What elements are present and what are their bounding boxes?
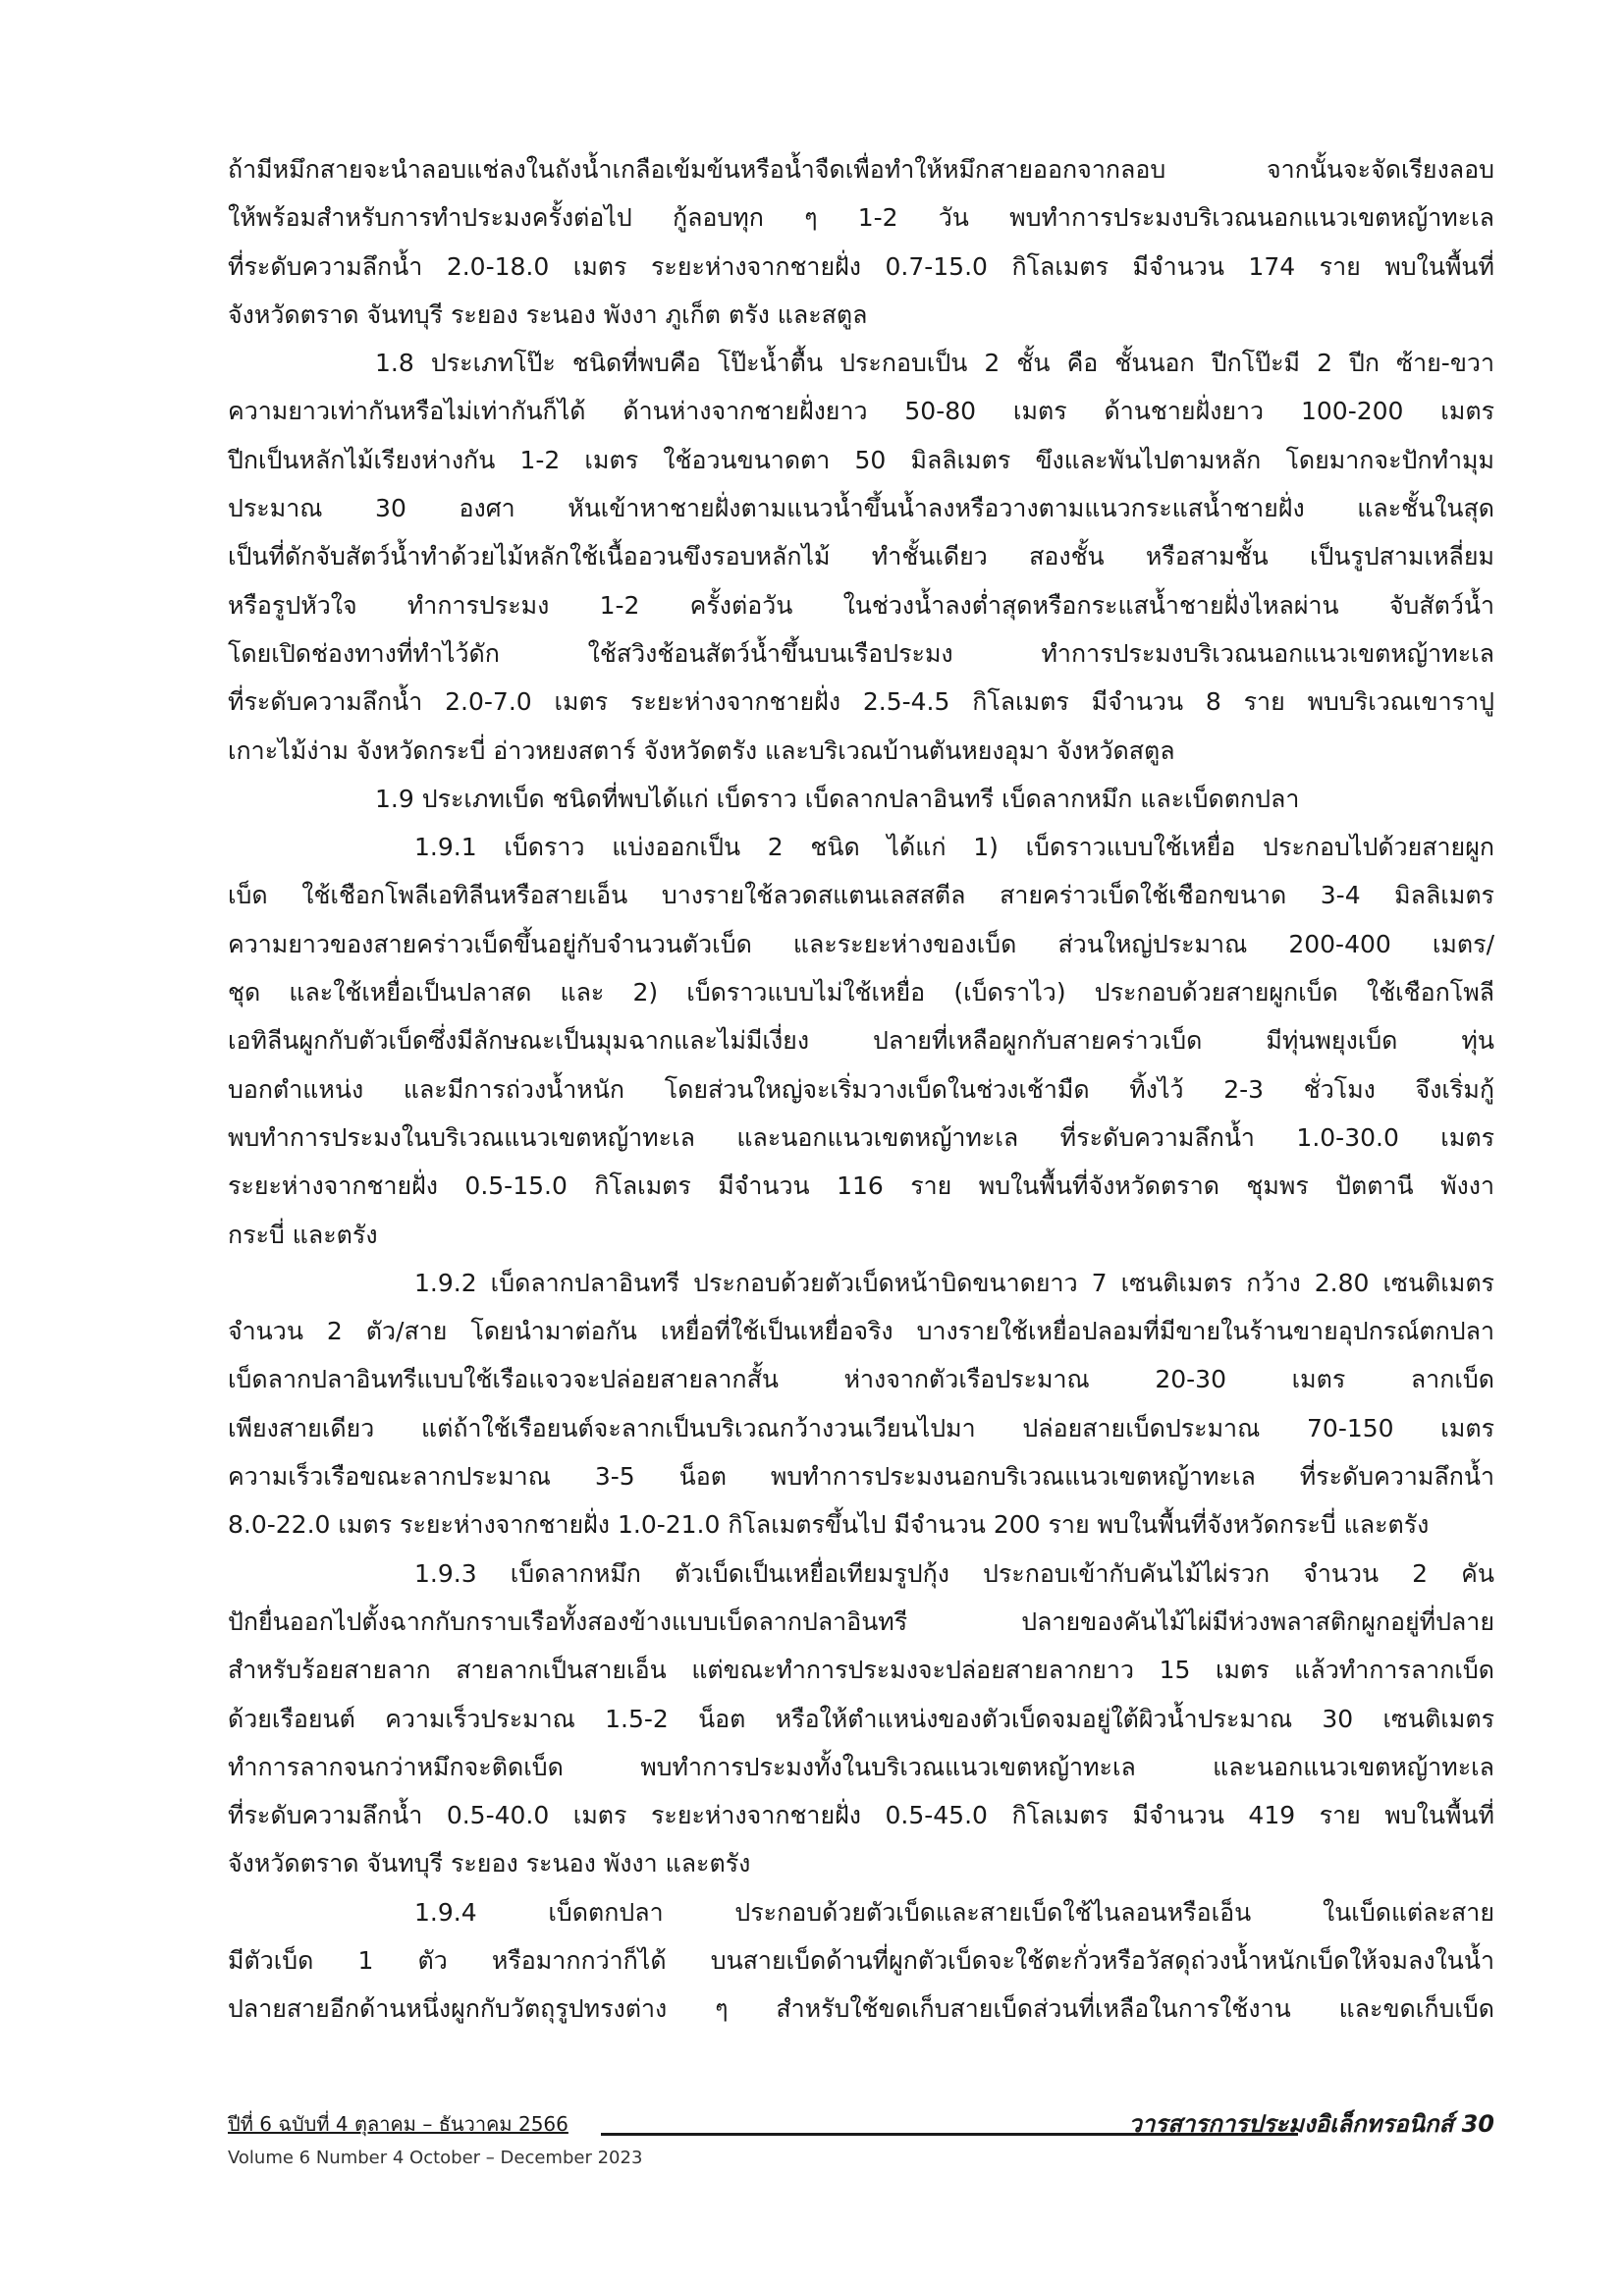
paragraph-line: ด้วยเรือยนต์ ความเร็วประมาณ 1.5-2 น็อต หรือให้ตำแหน่งของตัวเบ็ดจมอยู่ใต้ผิวน้ำประมาณ 30 เซนติเมตร: [228, 1704, 1494, 1733]
paragraph-line: ถ้ามีหมึกสายจะนำลอบแช่ลงในถังน้ำเกลือเข้มข้นหรือน้ำจืดเพื่อทำให้หมึกสายออกจากลอบ จากนั้นจะจัดเรียงลอบ: [228, 155, 1494, 184]
paragraph-line: ที่ระดับความลึกน้ำ 2.0-18.0 เมตร ระยะห่างจากชายฝั่ง 0.7-15.0 กิโลเมตร มีจำนวน 174 ราย พบในพื้นที่: [228, 251, 1494, 281]
paragraph-line: บอกตำแหน่ง และมีการถ่วงน้ำหนัก โดยส่วนใหญ่จะเริ่มวางเบ็ดในช่วงเช้ามืด ทิ้งไว้ 2-3 ชั่วโมง จึงเริ่มกู้: [228, 1074, 1494, 1104]
paragraph-line: 1.8 ประเภทโป๊ะ ชนิดที่พบคือ โป๊ะน้ำตื้น ประกอบเป็น 2 ชั้น คือ ชั้นนอก ปีกโป๊ะมี 2 ปีก ซ้าย-ขวา: [375, 349, 1494, 378]
footer-issue-english: Volume 6 Number 4 October – December 2023: [228, 2148, 643, 2168]
paragraph-line: มีตัวเบ็ด 1 ตัว หรือมากกว่าก็ได้ บนสายเบ็ดด้านที่ผูกตัวเบ็ดจะใช้ตะกั่วหรือวัสดุถ่วงน้ำหนักเบ็ดให้จมลงในน้ำ: [228, 1945, 1494, 1975]
paragraph-line: ความเร็วเรือขณะลากประมาณ 3-5 น็อต พบทำการประมงนอกบริเวณแนวเขตหญ้าทะเล ที่ระดับความลึกน้ำ: [228, 1462, 1494, 1492]
paragraph-line: เป็นที่ดักจับสัตว์น้ำทำด้วยไม้หลักใช้เนื้ออวนขึงรอบหลักไม้ ทำชั้นเดียว สองชั้น หรือสามชั้น เป็นรูปสามเหลี่ยม: [228, 542, 1494, 572]
paragraph-line: ทำการลากจนกว่าหมึกจะติดเบ็ด พบทำการประมงทั้งในบริเวณแนวเขตหญ้าทะเล และนอกแนวเขตหญ้าทะเล: [228, 1752, 1494, 1781]
paragraph-line: ความยาวเท่ากันหรือไม่เท่ากันก็ได้ ด้านห่างจากชายฝั่งยาว 50-80 เมตร ด้านชายฝั่งยาว 100-200 เมตร: [228, 397, 1494, 426]
paragraph-line: เกาะไม้ง่าม จังหวัดกระบี่ อ่าวหยงสตาร์ จังหวัดตรัง และบริเวณบ้านตันหยงอุมา จังหวัดสตูล: [228, 735, 1175, 765]
paragraph-line: 1.9.1 เบ็ดราว แบ่งออกเป็น 2 ชนิด ได้แก่ 1) เบ็ดราวแบบใช้เหยื่อ ประกอบไปด้วยสายผูก: [414, 833, 1494, 862]
paragraph-line: กระบี่ และตรัง: [228, 1220, 378, 1249]
paragraph-line: 1.9.3 เบ็ดลากหมึก ตัวเบ็ดเป็นเหยื่อเทียมรูปกุ้ง ประกอบเข้ากับคันไม้ไผ่รวก จำนวน 2 คัน: [414, 1558, 1494, 1588]
paragraph-line: ความยาวของสายคร่าวเบ็ดขึ้นอยู่กับจำนวนตัวเบ็ด และระยะห่างของเบ็ด ส่วนใหญ่ประมาณ 200-400 เมตร/: [228, 929, 1494, 958]
paragraph-line: 8.0-22.0 เมตร ระยะห่างจากชายฝั่ง 1.0-21.0 กิโลเมตรขึ้นไป มีจำนวน 200 ราย พบในพื้นที่จังหวัดกระบี่ และตรัง: [228, 1510, 1430, 1540]
paragraph-line: ที่ระดับความลึกน้ำ 2.0-7.0 เมตร ระยะห่างจากชายฝั่ง 2.5-4.5 กิโลเมตร มีจำนวน 8 ราย พบบริเวณเขาราปู: [228, 687, 1494, 717]
paragraph-line: ที่ระดับความลึกน้ำ 0.5-40.0 เมตร ระยะห่างจากชายฝั่ง 0.5-45.0 กิโลเมตร มีจำนวน 419 ราย พบในพื้นที่: [228, 1801, 1494, 1830]
document-body: [228, 145, 1494, 2034]
paragraph-line: ปักยื่นออกไปตั้งฉากกับกราบเรือทั้งสองข้างแบบเบ็ดลากปลาอินทรี ปลายของคันไม้ไผ่มีห่วงพลาสติกผูกอยู่ที่ปลาย: [228, 1606, 1494, 1636]
paragraph-line: จำนวน 2 ตัว/สาย โดยนำมาต่อกัน เหยื่อที่ใช้เป็นเหยื่อจริง บางรายใช้เหยื่อปลอมที่มีขายในร้านขายอุปกรณ์ตกปลา: [228, 1317, 1494, 1346]
paragraph-line: จังหวัดตราด จันทบุรี ระยอง ระนอง พังงา ภูเก็ต ตรัง และสตูล: [228, 299, 868, 329]
paragraph-line: เบ็ดลากปลาอินทรีแบบใช้เรือแจวจะปล่อยสายลากสั้น ห่างจากตัวเรือประมาณ 20-30 เมตร ลากเบ็ด: [228, 1365, 1494, 1394]
paragraph-line: โดยเปิดช่องทางที่ทำไว้ดัก ใช้สวิงช้อนสัตว์น้ำขึ้นบนเรือประมง ทำการประมงบริเวณนอกแนวเขตหญ้าทะเล: [228, 638, 1494, 668]
paragraph-line: เบ็ด ใช้เชือกโพลีเอทิลีนหรือสายเอ็น บางรายใช้ลวดสแตนเลสสตีล สายคร่าวเบ็ดใช้เชือกขนาด 3-4 มิลลิเมตร: [228, 881, 1494, 910]
paragraph-line: ปีกเป็นหลักไม้เรียงห่างกัน 1-2 เมตร ใช้อวนขนาดตา 50 มิลลิเมตร ขึงและพันไปตามหลัก โดยมากจะปักทำมุม: [228, 445, 1494, 474]
paragraph-line: 1.9.4 เบ็ดตกปลา ประกอบด้วยตัวเบ็ดและสายเบ็ดใช้ไนลอนหรือเอ็น ในเบ็ดแต่ละสาย: [414, 1897, 1494, 1927]
paragraph-line: 1.9.2 เบ็ดลากปลาอินทรี ประกอบด้วยตัวเบ็ดหน้าบิดขนาดยาว 7 เซนติเมตร กว้าง 2.80 เซนติเมตร: [414, 1268, 1494, 1297]
paragraph-line: 1.9 ประเภทเบ็ด ชนิดที่พบได้แก่ เบ็ดราว เบ็ดลากปลาอินทรี เบ็ดลากหมึก และเบ็ดตกปลา: [375, 784, 1300, 813]
paragraph-line: หรือรูปหัวใจ ทำการประมง 1-2 ครั้งต่อวัน ในช่วงน้ำลงต่ำสุดหรือกระแสน้ำชายฝั่งไหลผ่าน จับสัตว์น้ำ: [228, 590, 1494, 620]
paragraph-line: จังหวัดตราด จันทบุรี ระยอง ระนอง พังงา และตรัง: [228, 1849, 751, 1878]
paragraph-line: สำหรับร้อยสายลาก สายลากเป็นสายเอ็น แต่ขณะทำการประมงจะปล่อยสายลากยาว 15 เมตร แล้วทำการลากเบ็ด: [228, 1656, 1494, 1685]
footer-journal-page-number: วารสารการประมงอิเล็กทรอนิกส์ 30: [1128, 2110, 1494, 2138]
paragraph-line: ประมาณ 30 องศา หันเข้าหาชายฝั่งตามแนวน้ำขึ้นน้ำลงหรือวางตามแนวกระแสน้ำชายฝั่ง และชั้นในสุด: [228, 494, 1494, 523]
page-footer: [228, 2110, 1494, 2189]
paragraph-line: ให้พร้อมสำหรับการทำประมงครั้งต่อไป กู้ลอบทุก ๆ 1-2 วัน พบทำการประมงบริเวณนอกแนวเขตหญ้าทะเล: [228, 203, 1494, 233]
footer-issue-thai: ปีที่ 6 ฉบับที่ 4 ตุลาคม – ธันวาคม 2566: [228, 2112, 568, 2136]
paragraph-line: เอทิลีนผูกกับตัวเบ็ดซึ่งมีลักษณะเป็นมุมฉากและไม่มีเงี่ยง ปลายที่เหลือผูกกับสายคร่าวเบ็ด มีทุ่นพยุงเบ็ด ทุ่น: [228, 1026, 1494, 1056]
paragraph-line: ชุด และใช้เหยื่อเป็นปลาสด และ 2) เบ็ดราวแบบไม่ใช้เหยื่อ (เบ็ดราไว) ประกอบด้วยสายผูกเบ็ด ใช้เชือกโพลี: [228, 978, 1494, 1007]
paragraph-line: ระยะห่างจากชายฝั่ง 0.5-15.0 กิโลเมตร มีจำนวน 116 ราย พบในพื้นที่จังหวัดตราด ชุมพร ปัตตานี พังงา: [228, 1171, 1494, 1201]
paragraph-line: เพียงสายเดียว แต่ถ้าใช้เรือยนต์จะลากเป็นบริเวณกว้างวนเวียนไปมา ปล่อยสายเบ็ดประมาณ 70-150 เมตร: [228, 1413, 1494, 1442]
paragraph-line: ปลายสายอีกด้านหนึ่งผูกกับวัตถุรูปทรงต่าง ๆ สำหรับใช้ขดเก็บสายเบ็ดส่วนที่เหลือในการใช้งาน และขดเก็บเบ็ด: [228, 1994, 1494, 2024]
paragraph-line: พบทำการประมงในบริเวณแนวเขตหญ้าทะเล และนอกแนวเขตหญ้าทะเล ที่ระดับความลึกน้ำ 1.0-30.0 เมตร: [228, 1122, 1494, 1152]
